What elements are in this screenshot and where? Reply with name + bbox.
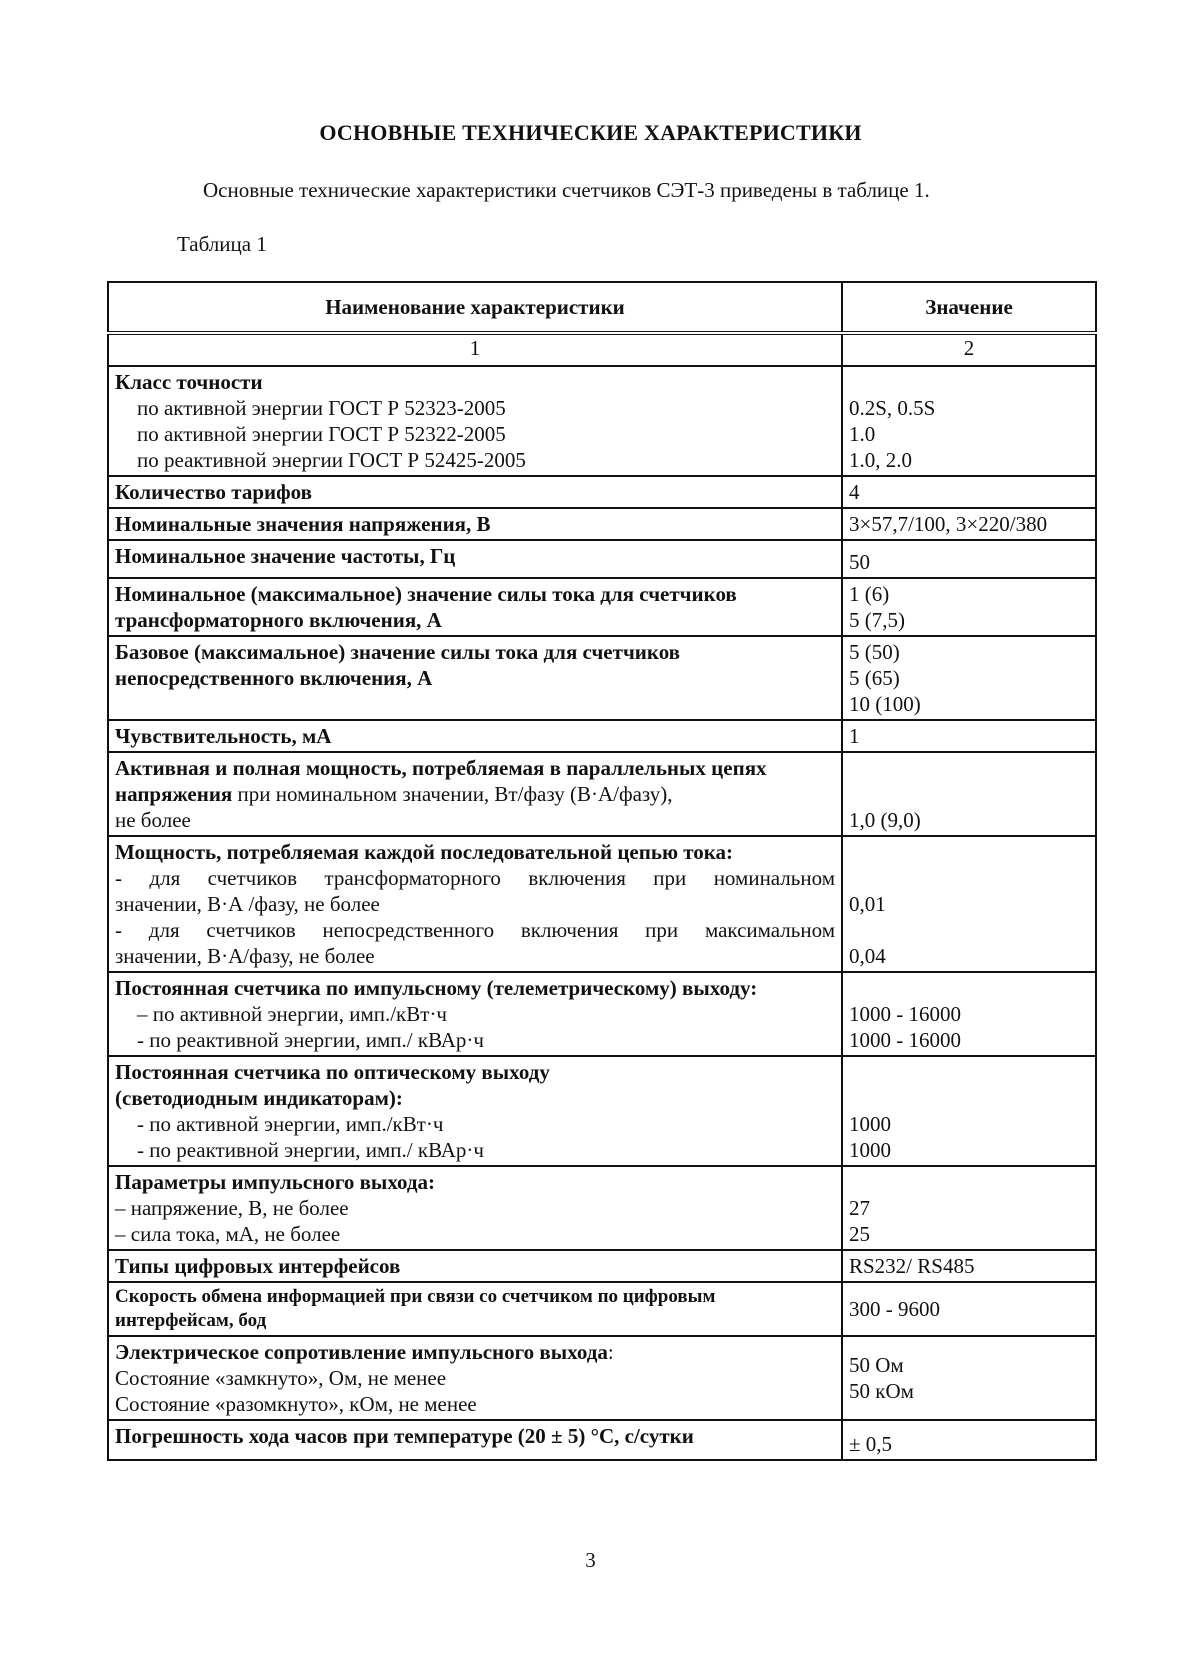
row-name: Электрическое сопротивление импульсного выхода [115, 1340, 608, 1364]
table-row-voltage [108, 508, 1096, 540]
row-name: Постоянная счетчика по импульсному (телеметрическому) выходу: [115, 976, 758, 1000]
row-value: 10 (100) [849, 692, 921, 716]
row-value: 25 [849, 1222, 870, 1246]
row-name: Параметры импульсного выхода: [115, 1170, 436, 1194]
column-number-row [108, 333, 1096, 366]
table-row-optical-constant [108, 1056, 1096, 1166]
table-row-parallel-power [108, 752, 1096, 836]
row-name: Мощность, потребляемая каждой последовательной цепью тока: [115, 840, 734, 864]
row-name: Класс точности [115, 370, 263, 394]
page-number: 3 [585, 1548, 596, 1572]
table-row-pulse-constant [108, 972, 1096, 1056]
row-item: значении, В·А/фазу, не более [115, 944, 375, 968]
row-name: Активная и полная мощность, потребляемая в параллельных цепях [115, 756, 767, 780]
row-value: 5 (50) [849, 640, 900, 664]
table-row-baud [108, 1282, 1096, 1336]
row-item: по реактивной энергии ГОСТ Р 52425-2005 [137, 448, 526, 472]
row-value: 1000 [849, 1138, 891, 1162]
page-title: ОСНОВНЫЕ ТЕХНИЧЕСКИЕ ХАРАКТЕРИСТИКИ [319, 120, 862, 145]
row-value: 1.0 [849, 422, 876, 446]
header-value: Значение [842, 282, 1096, 333]
row-value: 5 (7,5) [849, 608, 905, 632]
row-item: по активной энергии ГОСТ Р 52323-2005 [137, 396, 506, 420]
row-name: интерфейсам, бод [115, 1310, 267, 1331]
row-value: RS232/ RS485 [842, 1250, 1096, 1282]
row-value: 1000 - 16000 [849, 1028, 961, 1052]
table-row-accuracy [108, 366, 1096, 476]
row-name: Чувствительность, мА [108, 720, 842, 752]
row-name: Номинальное (максимальное) значение силы тока для счетчиков [115, 582, 737, 606]
table-row-transformer-current [108, 578, 1096, 636]
row-name-colon: : [607, 1340, 614, 1364]
row-value: 4 [842, 476, 1096, 508]
col-number-2: 2 [842, 333, 1096, 366]
row-name: не более [115, 808, 191, 832]
row-value: 5 (65) [849, 666, 900, 690]
row-name: Базовое (максимальное) значение силы тока для счетчиков [115, 640, 681, 664]
row-item: – по активной энергии, имп./кВт·ч [137, 1002, 447, 1026]
row-name: при номинальном значении, Вт/фазу (В·А/фазу), [232, 782, 673, 806]
header-name: Наименование характеристики [108, 282, 842, 333]
row-value: ± 0,5 [842, 1420, 1096, 1460]
row-item: значении, В·А /фазу, не более [115, 892, 380, 916]
row-name: Номинальные значения напряжения, В [108, 508, 842, 540]
row-name: Скорость обмена информацией при связи со счетчиком по цифровым [115, 1286, 716, 1307]
row-name: Погрешность хода часов при температуре (20 ± 5) °С, с/сутки [108, 1420, 842, 1460]
row-name: Типы цифровых интерфейсов [108, 1250, 842, 1282]
table-row-direct-current [108, 636, 1096, 720]
table-row-pulse-params [108, 1166, 1096, 1250]
row-item: - для счетчиков непосредственного включения при максимальном [115, 918, 835, 942]
row-value: 27 [849, 1196, 870, 1220]
row-name: Номинальное значение частоты, Гц [108, 540, 842, 578]
row-value: 1,0 (9,0) [842, 752, 1096, 836]
row-item: – напряжение, В, не более [115, 1196, 349, 1220]
row-item: Состояние «разомкнуто», кОм, не менее [115, 1392, 477, 1416]
spec-table [107, 281, 1097, 1461]
col-number-1: 1 [108, 333, 842, 366]
row-value: 1000 [849, 1112, 891, 1136]
row-item: – сила тока, мА, не более [115, 1222, 341, 1246]
intro-text: Основные технические характеристики счетчиков СЭТ-3 приведены в таблице 1. [203, 178, 930, 202]
table-row-series-power [108, 836, 1096, 972]
row-value: 50 [849, 550, 870, 574]
row-value: 50 Ом [849, 1353, 904, 1377]
row-value: 1.0, 2.0 [849, 448, 912, 472]
row-value: 1000 - 16000 [849, 1002, 961, 1026]
row-value: 0,01 [849, 892, 886, 916]
row-value: 1 [842, 720, 1096, 752]
row-name: Количество тарифов [108, 476, 842, 508]
row-item: Состояние «замкнуто», Ом, не менее [115, 1366, 447, 1390]
table-row-tariffs [108, 476, 1096, 508]
row-name: Постоянная счетчика по оптическому выходу [115, 1060, 550, 1084]
table-row-frequency [108, 540, 1096, 578]
row-value: 0.2S, 0.5S [849, 396, 936, 420]
row-value: 1 (6) [849, 582, 890, 606]
row-item: - по реактивной энергии, имп./ кВАр·ч [137, 1028, 484, 1052]
table-header-row [108, 282, 1096, 333]
table-row-clock [108, 1420, 1096, 1460]
table-row-resistance [108, 1336, 1096, 1420]
row-value: 3×57,7/100, 3×220/380 [842, 508, 1096, 540]
row-name: напряжения [115, 782, 233, 806]
table-row-sensitivity [108, 720, 1096, 752]
row-item: по активной энергии ГОСТ Р 52322-2005 [137, 422, 506, 446]
row-value: 50 кОм [849, 1379, 914, 1403]
row-name: трансформаторного включения, А [115, 608, 442, 632]
row-value: 0,04 [849, 944, 886, 968]
table-row-interfaces [108, 1250, 1096, 1282]
row-name: непосредственного включения, А [115, 666, 433, 690]
row-item: - по активной энергии, имп./кВт·ч [137, 1112, 444, 1136]
row-name: (светодиодным индикаторам): [115, 1086, 403, 1110]
table-label: Таблица 1 [177, 232, 267, 256]
row-item: - для счетчиков трансформаторного включения при номинальном [115, 866, 835, 890]
row-value: 300 - 9600 [842, 1282, 1096, 1336]
row-item: - по реактивной энергии, имп./ кВАр·ч [137, 1138, 484, 1162]
